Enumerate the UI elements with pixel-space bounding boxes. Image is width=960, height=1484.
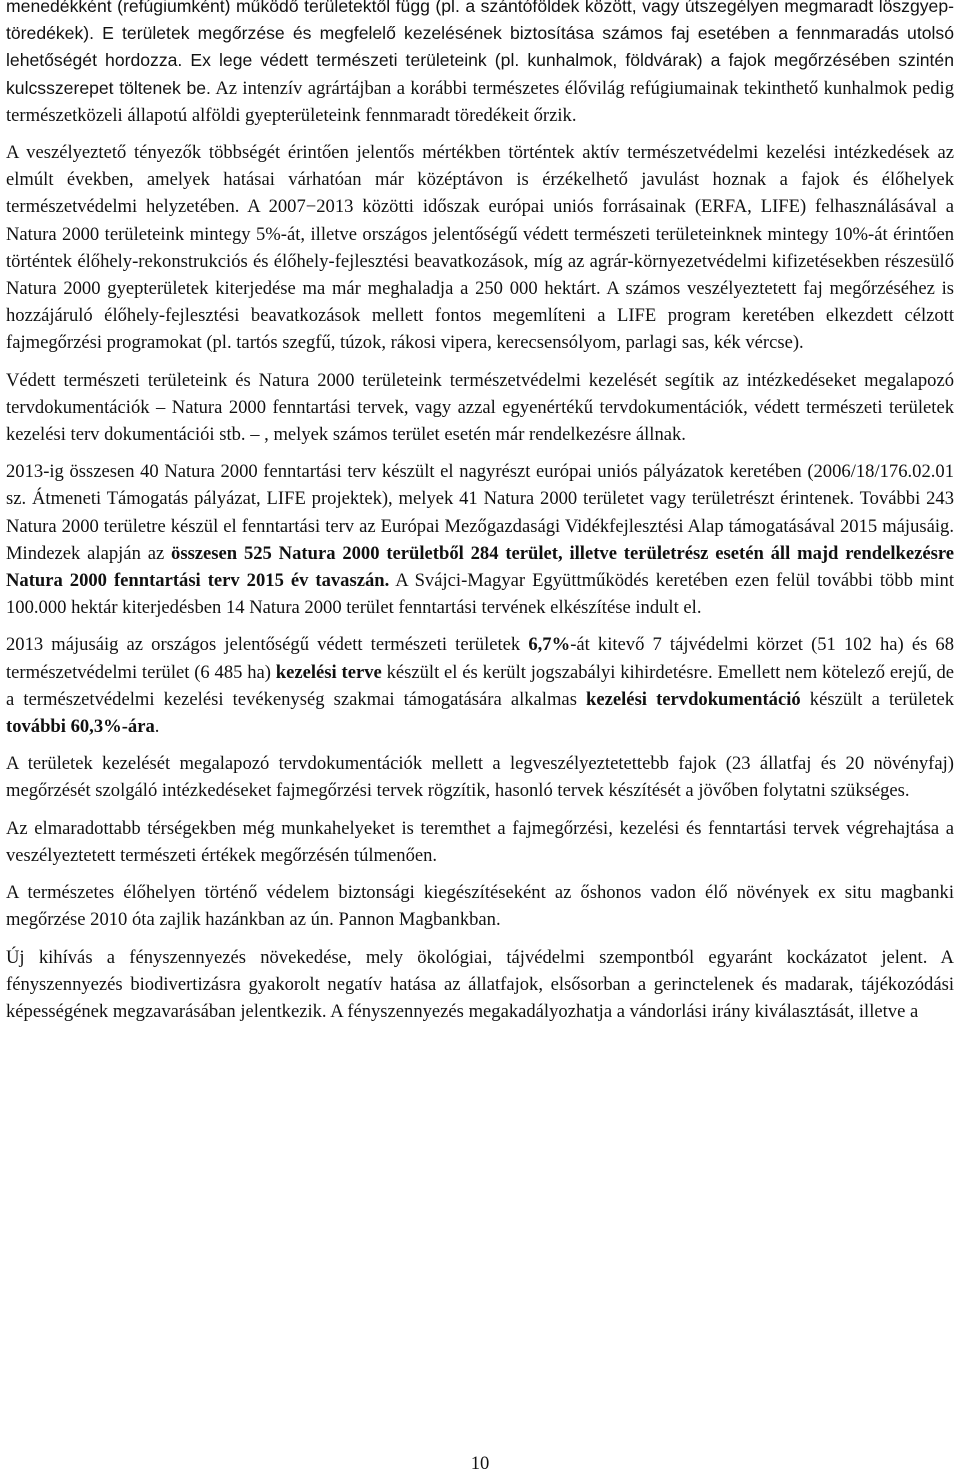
natura-plans-text-2: A Svájci-Magyar Együttműködés keretében ezen felül további több mint 100.000 hektár kiterjedésben 14 Natura 2000 terület fenntartási tervének elkészítése indult el. [6,570,954,619]
body-text [6,0,954,1025]
management-bold-documentation: kezelési tervdokumentáció [586,688,801,710]
management-text-5: . [154,716,160,738]
management-text-4: készült a területek [800,688,954,710]
management-bold-plan: kezelési terve [275,661,382,683]
paragraph-plan-documents: Védett természeti területeink és Natura 2000 területeink természetvédelmi kezelését segítik az intézkedéseket megalapozó tervdokumentációk – Natura 2000 fenntartási tervek, vagy azzal egyenértékű tervdokumentációk, védett természeti területek kezelési terv dokumentációi stb. – , melyek számos terület esetén már rendelkezésre állnak. [6,369,954,446]
paragraph-seed-bank: A természetes élőhelyen történő védelem biztonsági kiegészítéseként az őshonos vadon élő növények ex situ magbanki megőrzése 2010 óta zajlik hazánkban az ún. Pannon Magbankban. [6,882,954,931]
paragraph-refugium-sans-text: menedékként (refúgiumként) működő területektől függ (pl. a szántóföldek között, vagy útszegélyen megmaradt löszgyep-töredékek). E területek megőrzése és megfelelő kezelésének biztosítása számos faj esetében a fennmaradás utolsó lehetőségét hordozza. Ex lege védett természeti területeink (pl. kunhalmok, földvárak) a fajok megőrzésében szintén kulcsszerepet töltenek be. [6,0,954,98]
management-text-1: 2013 májusáig az országos jelentőségű védett természeti területek [6,634,529,656]
natura-plans-bold-total: összesen 525 Natura 2000 területből 284 terület, illetve területrész esetén áll majd rendelkezésre Natura 2000 fenntartási terv 2015 év tavaszán. [6,542,955,592]
paragraph-refugium-serif-text: Az intenzív agrártájban a korábbi természetes élővilág refúgiumainak tekinthető kunhalmok pedig természetközeli állapotú alföldi gyepterületeink fennmaradt töredékeit őrzik. [6,77,954,126]
management-text-3: készült el és került jogszabályi kihirdetésre. Emellett nem kötelező erejű, de a természetvédelmi kezelési tevékenység szakmai támogatására alkalmas [6,661,955,710]
natura-plans-text-1: 2013-ig összesen 40 Natura 2000 fenntartási terv készült el nagyrészt európai uniós pályázatok keretében (2006/18/176.02.01 sz. Átmeneti Támogatás pályázat, LIFE projektek), melyek 41 Natura 2000 területet vagy területrészt érintenek. További 243 Natura 2000 területre készül el fenntartási terv az Európai Mezőgazdasági Vidékfejlesztési Alap támogatásával 2015 májusáig. Mindezek alapján az [6,461,954,564]
management-bold-further: további 60,3%-ára [6,716,155,738]
paragraph-management-plans [6,631,954,740]
paragraph-species-plans: A területek kezelését megalapozó tervdokumentációk mellett a legveszélyeztetettebb fajok (23 állatfaj és 20 növényfaj) megőrzését szolgáló intézkedéseket fajmegőrzési tervek rögzítik, hasonló tervek készítését a jövőben folytatni szükséges. [6,753,954,802]
paragraph-threats: A veszélyeztető tényezők többségét érintően jelentős mértékben történtek aktív természetvédelmi kezelési intézkedések az elmúlt években, amelyek hatásai várhatóan már középtávon is érzékelhető javulást hoznak a fajok és élőhelyek természetvédelmi helyzetében. A 2007−2013 közötti időszak európai uniós forrásainak (ERFA, LIFE) felhasználásával a Natura 2000 területeink mintegy 5%-át, illetve országos jelentőségű védett természeti területeinknek mintegy 10%-át érintően történtek élőhely-rekonstrukciós és élőhely-fejlesztési beavatkozások, míg az agrár-környezetvédelmi kifizetésekben részesülő Natura 2000 gyepterületek kiterjedése ma már meghaladja a 250 000 hektárt. A számos veszélyeztetett faj megőrzéséhez is hozzájáruló élőhely-fejlesztési beavatkozások mellett fontos megemlíteni a LIFE program keretében elkezdett célzott fajmegőrzési programokat (pl. tartós szegfű, túzok, rákosi vipera, kerecsensólyom, parlagi sas, kék vércse). [6,142,954,354]
paragraph-light-pollution: Új kihívás a fényszennyezés növekedése, mely ökológiai, tájvédelmi szempontból egyaránt kockázatot jelent. A fényszennyezés biodivertizásra gyakorolt negatív hatása az állatfajok, elsősorban a gerinctelenek és madarak, tájékozódási képességének megzavarásában jelentkezik. A fényszennyezés megakadályozhatja a vándorlási irány kiválasztását, illetve a [6,946,954,1022]
page-number: 10 [470,1453,490,1474]
paragraph-natura-plans [6,458,954,621]
paragraph-jobs: Az elmaradottabb térségekben még munkahelyeket is teremthet a fajmegőrzési, kezelési és fenntartási tervek végrehajtása a veszélyeztetett természeti értékek megőrzésén túlmenően. [6,817,954,866]
management-text-2: -át kitevő 7 tájvédelmi körzet (51 102 ha) és 68 természetvédelmi terület (6 485 ha) [6,634,955,683]
management-bold-percent: 6,7% [528,634,571,656]
paragraph-refugium [6,0,954,129]
